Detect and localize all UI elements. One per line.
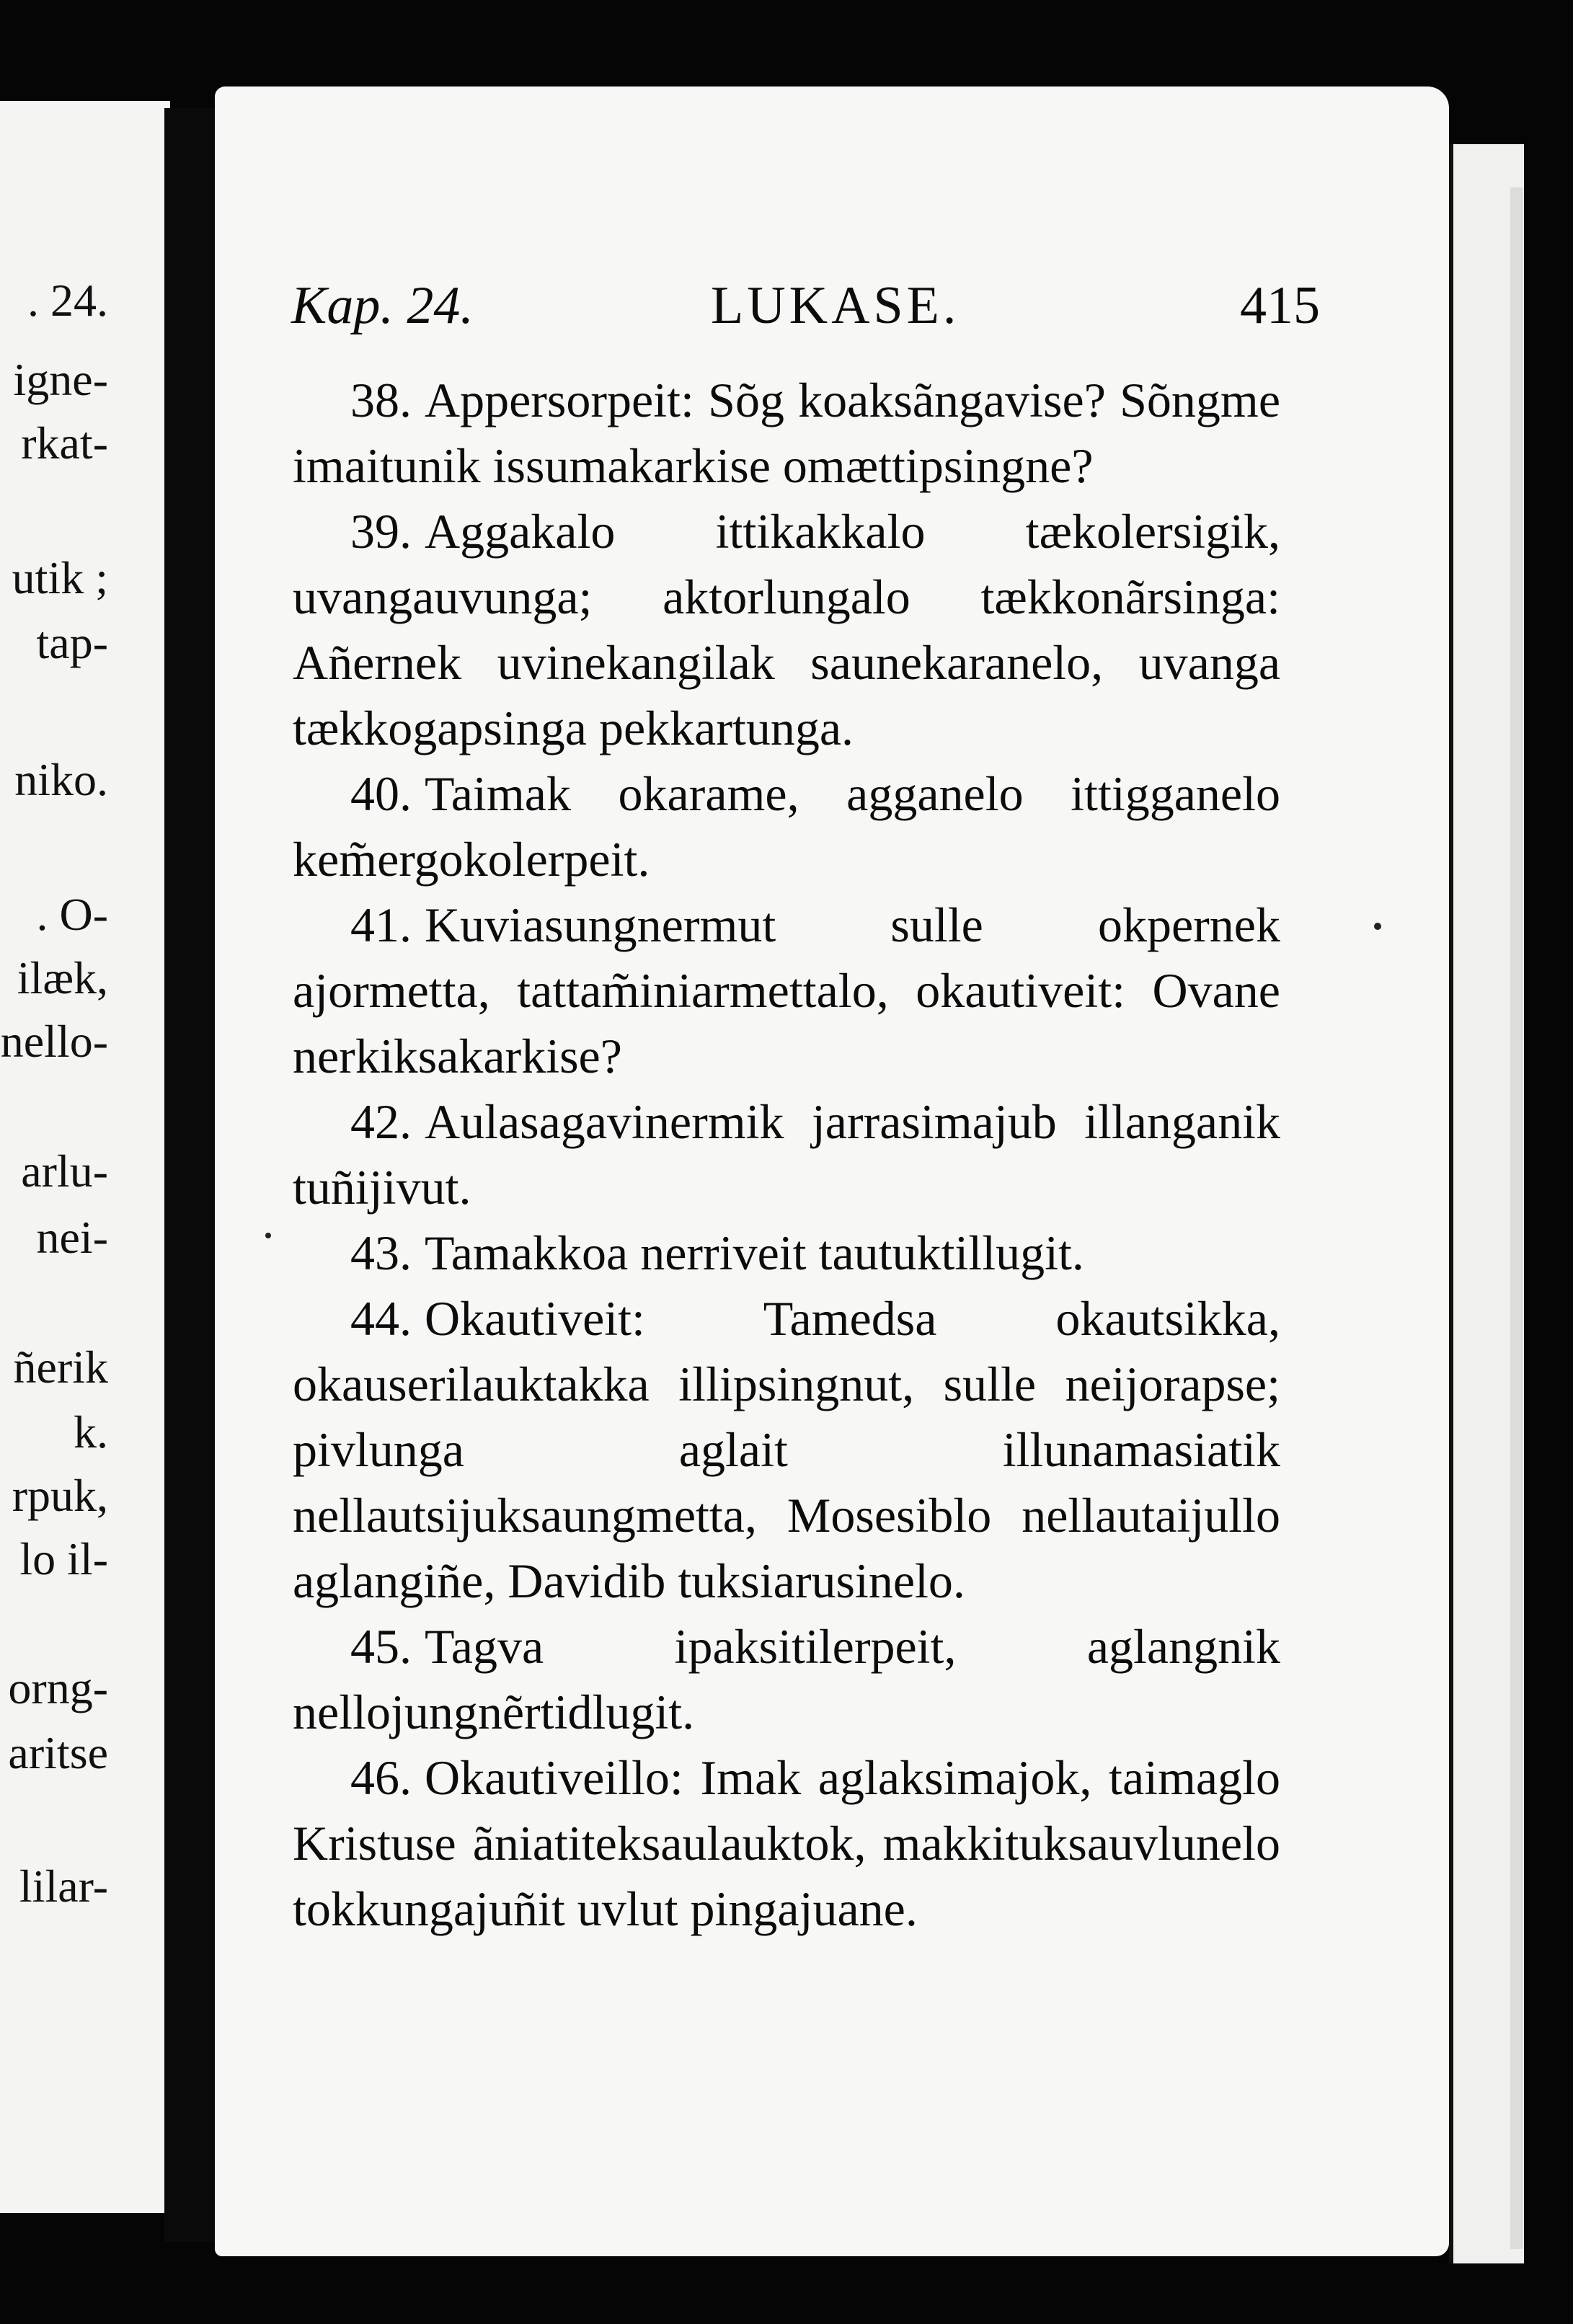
verse-text: Taimak okarame, agganelo ittigganelo kem̃ergokolerpeit. bbox=[293, 766, 1280, 887]
verse-text: Tamakkoa nerriveit tautuktillugit. bbox=[425, 1225, 1084, 1280]
verse-number: 41. bbox=[350, 897, 412, 952]
print-speck bbox=[1374, 923, 1381, 930]
left-page-line: k. bbox=[74, 1406, 108, 1458]
left-page-line: orng- bbox=[8, 1662, 108, 1713]
page-number: 415 bbox=[1240, 276, 1320, 335]
book-title: LUKASE. bbox=[711, 276, 960, 335]
left-page-line: lilar- bbox=[19, 1860, 108, 1912]
verse-number: 40. bbox=[350, 766, 412, 821]
left-page-line: nello- bbox=[0, 1016, 108, 1067]
left-page-line: arlu- bbox=[21, 1145, 108, 1197]
left-page-line: igne- bbox=[13, 354, 108, 405]
left-page-line: utik ; bbox=[12, 552, 108, 603]
left-page-line: ilæk, bbox=[17, 952, 108, 1003]
left-page-line: lo il- bbox=[19, 1533, 108, 1584]
chapter-label: Kap. 24. bbox=[291, 276, 474, 335]
verse bbox=[293, 761, 1280, 892]
verse bbox=[293, 368, 1280, 499]
left-page-line: rpuk, bbox=[12, 1470, 108, 1521]
left-page-line: . O- bbox=[36, 889, 108, 940]
verse-text: Tagva ipaksitilerpeit, aglangnik nellojungnẽrtidlugit. bbox=[293, 1619, 1280, 1739]
verse bbox=[293, 1745, 1280, 1942]
left-page-line: ñerik bbox=[13, 1341, 108, 1393]
left-page-line: aritse bbox=[8, 1727, 108, 1778]
left-page-line: tap- bbox=[36, 617, 108, 668]
verse bbox=[293, 1614, 1280, 1745]
verse-text: Aulasagavinermik jarrasimajub illanganik tuñijivut. bbox=[293, 1094, 1280, 1215]
verse-text: Okautiveit: Tamedsa okautsikka, okauserilauktakka illipsingnut, sulle neijorapse; pivlunga aglait illunamasiatik nellautsijuksaungmetta, Mosesiblo nellautaijullo aglangiñe, Davidib tuksiarusinelo. bbox=[293, 1291, 1280, 1608]
verse-number: 45. bbox=[350, 1619, 412, 1674]
book-page bbox=[215, 87, 1449, 2256]
print-speck bbox=[265, 1233, 271, 1238]
verse bbox=[293, 499, 1280, 761]
verse-text: Kuviasungnermut sulle okpernek ajormetta, tattam̃iniarmettalo, okautiveit: Ovane nerkiksakarkise? bbox=[293, 897, 1280, 1083]
left-page-line: rkat- bbox=[21, 417, 108, 469]
verse-number: 39. bbox=[350, 504, 412, 559]
left-page bbox=[0, 101, 170, 2213]
verse-number: 43. bbox=[350, 1225, 412, 1280]
verse bbox=[293, 1286, 1280, 1614]
verse-number: 38. bbox=[350, 373, 412, 427]
page-edge-inner bbox=[1510, 187, 1523, 2249]
running-head bbox=[287, 275, 1449, 347]
verse-text: Okautiveillo: Imak aglaksimajok, taimaglo Kristuse ãniatiteksaulauktok, makkituksauvlunelo tokkungajuñit uvlut pingajuane. bbox=[293, 1750, 1280, 1936]
verse-number: 42. bbox=[350, 1094, 412, 1149]
verse bbox=[293, 1220, 1280, 1286]
verse-text: Appersorpeit: Sõg koaksãngavise? Sõngme imaitunik issumakarkise omættipsingne? bbox=[293, 373, 1280, 493]
verse-number: 44. bbox=[350, 1291, 412, 1346]
left-page-line: nei- bbox=[36, 1212, 108, 1263]
verse bbox=[293, 1089, 1280, 1220]
verse-text-block bbox=[293, 368, 1280, 1942]
verse bbox=[293, 892, 1280, 1089]
verse-number: 46. bbox=[350, 1750, 412, 1805]
verse-text: Aggakalo ittikakkalo tækolersigik, uvangauvunga; aktorlungalo tækkonãrsinga: Añernek uvinekangilak saunekaranelo, uvanga tækkogapsinga pekkartunga. bbox=[293, 504, 1280, 755]
left-page-line: . 24. bbox=[27, 275, 108, 326]
book-gutter bbox=[164, 108, 215, 2242]
left-page-line: niko. bbox=[14, 754, 108, 805]
